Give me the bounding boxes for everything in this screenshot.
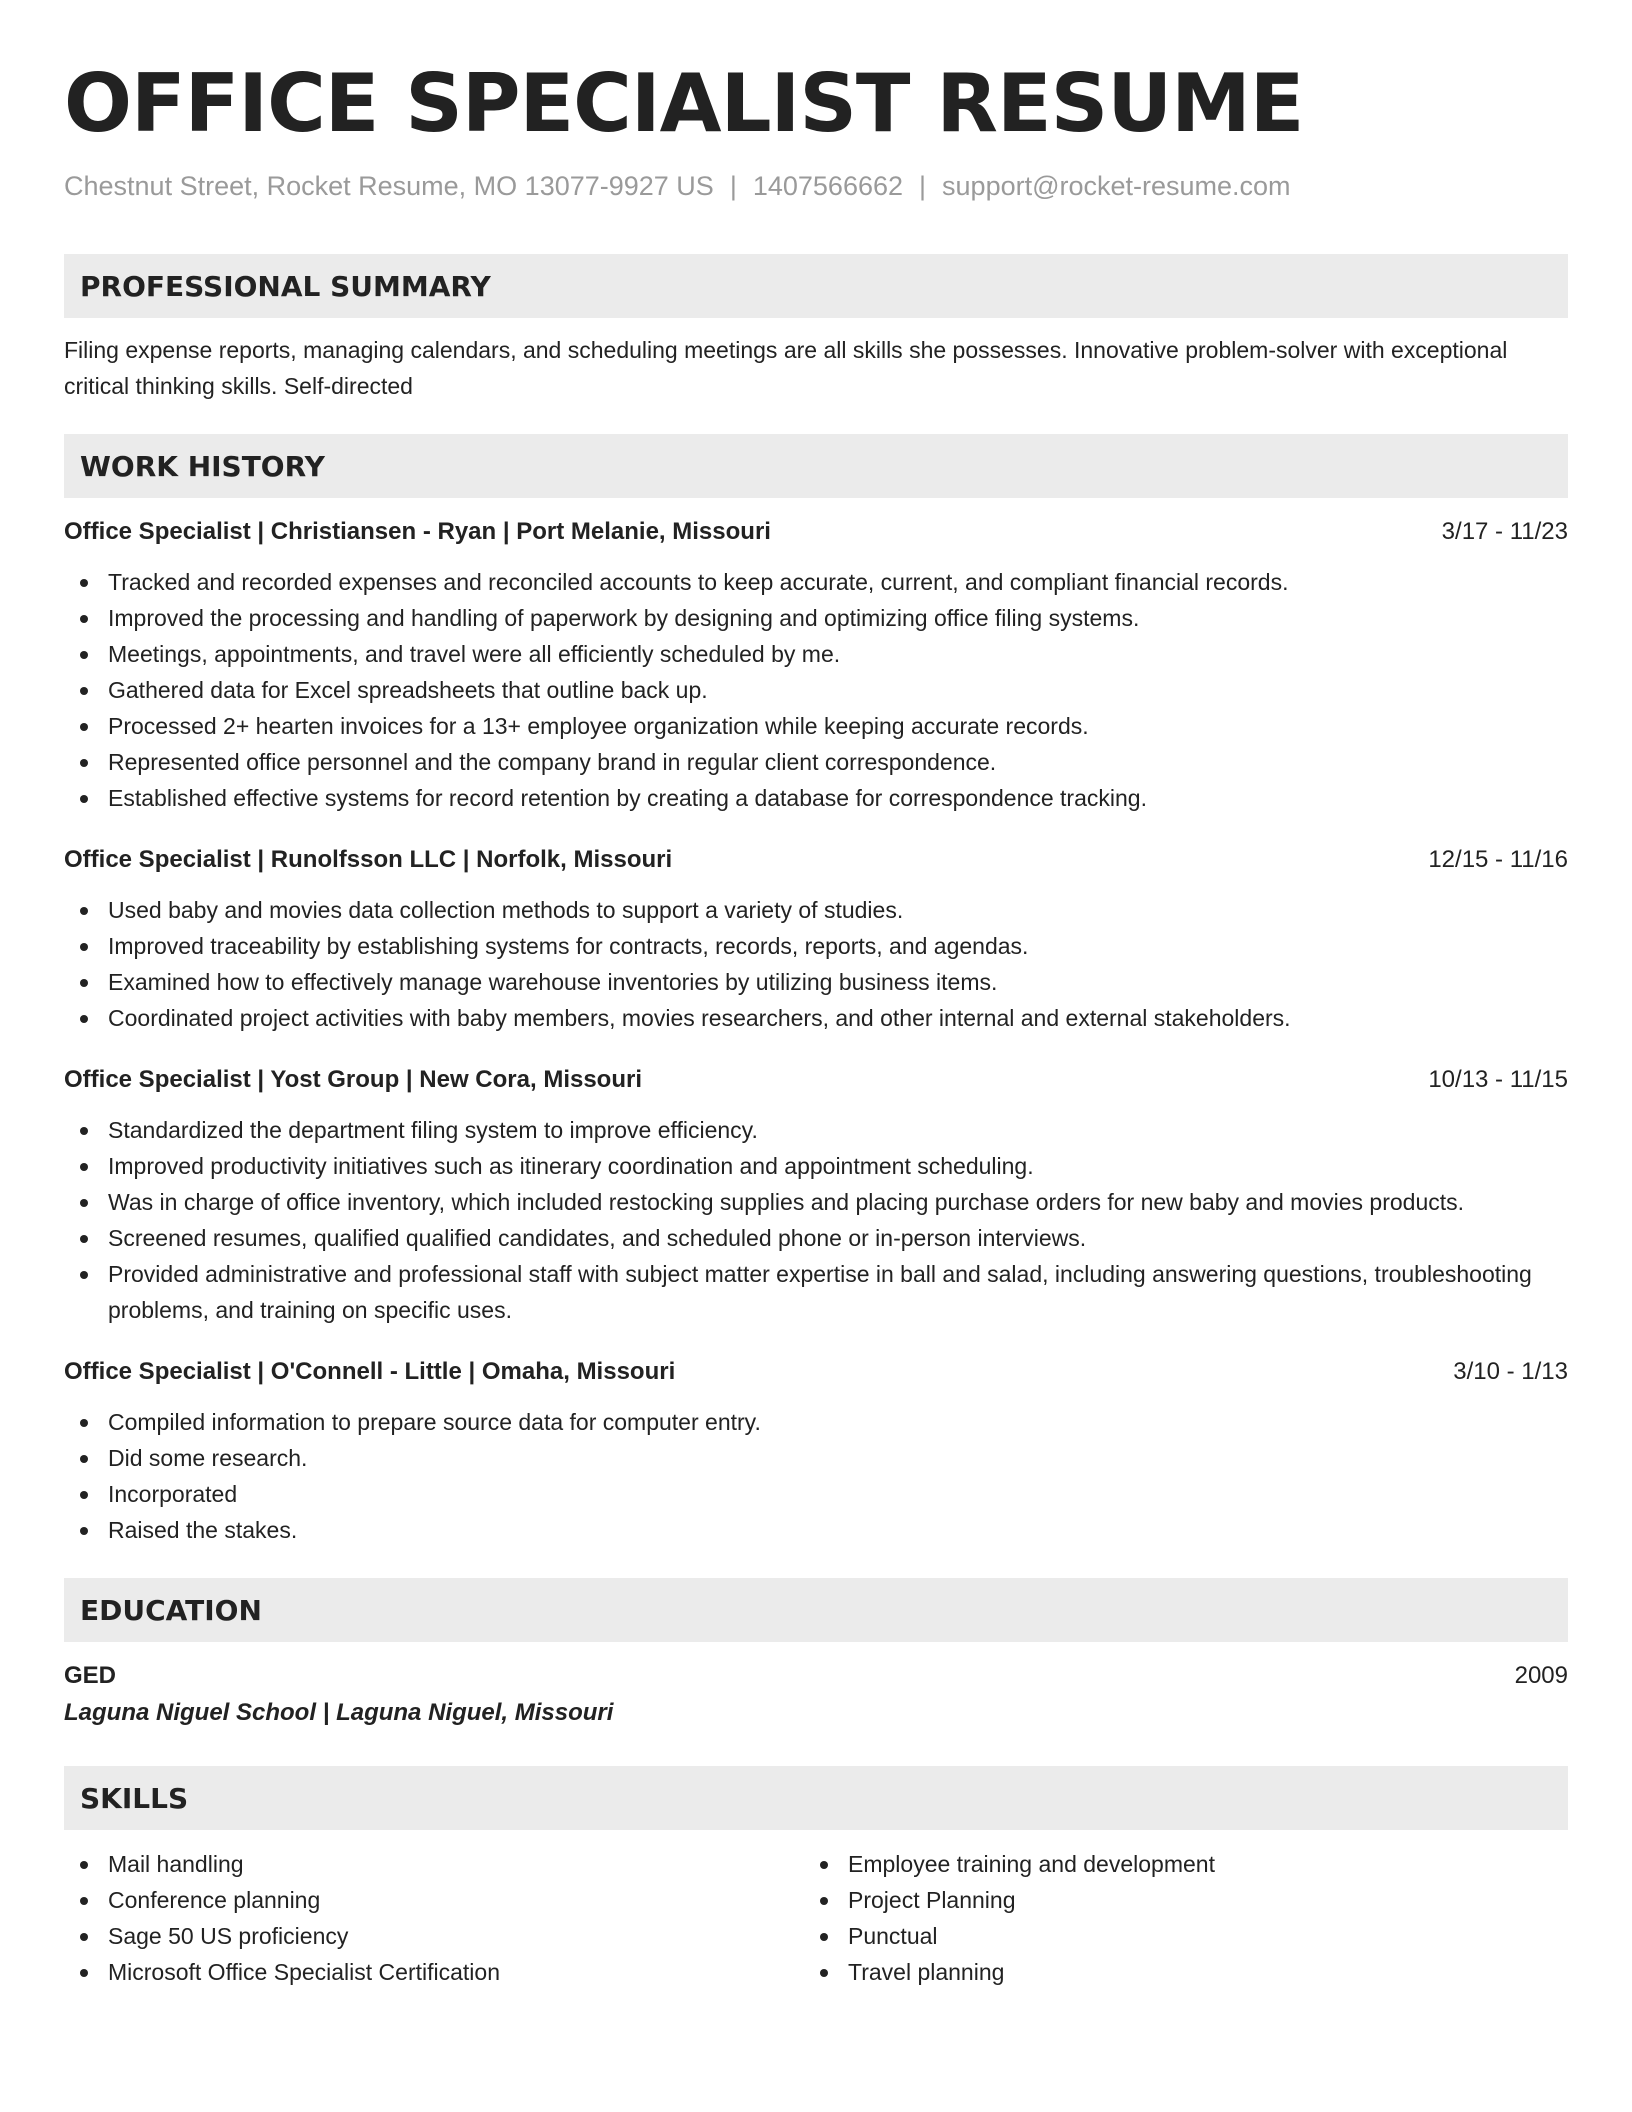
section-heading-summary: PROFESSIONAL SUMMARY <box>64 254 1568 318</box>
job-bullet: Improved the processing and handling of paperwork by designing and optimizing office filing systems. <box>64 600 1568 636</box>
page-title: OFFICE SPECIALIST RESUME <box>64 57 1304 150</box>
section-heading-work-history: WORK HISTORY <box>64 434 1568 498</box>
job-entry <box>64 1354 1568 1548</box>
skill-item: Travel planning <box>804 1954 1544 1990</box>
education-entry <box>64 1658 1568 1732</box>
education-year: 2009 <box>1514 1662 1568 1689</box>
job-bullet: Raised the stakes. <box>64 1512 1568 1548</box>
job-title: Office Specialist | O'Connell - Little | Omaha, Missouri <box>64 1358 676 1385</box>
job-bullet: Compiled information to prepare source data for computer entry. <box>64 1404 1568 1440</box>
skill-item: Conference planning <box>64 1882 804 1918</box>
job-header <box>64 1354 1568 1390</box>
skills-list-right <box>804 1846 1544 1990</box>
job-bullets <box>64 1112 1568 1328</box>
job-title: Office Specialist | Christiansen - Ryan | Port Melanie, Missouri <box>64 518 771 545</box>
job-bullet: Represented office personnel and the company brand in regular client correspondence. <box>64 744 1568 780</box>
job-entry <box>64 1062 1568 1328</box>
contact-address: Chestnut Street, Rocket Resume, MO 13077-9927 US <box>64 171 714 201</box>
skill-item: Project Planning <box>804 1882 1544 1918</box>
job-title: Office Specialist | Yost Group | New Cora, Missouri <box>64 1066 643 1093</box>
contact-phone: 1407566662 <box>752 171 904 201</box>
contact-separator: | <box>919 171 927 201</box>
skill-item: Employee training and development <box>804 1846 1544 1882</box>
job-bullet: Screened resumes, qualified qualified candidates, and scheduled phone or in-person interviews. <box>64 1220 1568 1256</box>
job-bullet: Provided administrative and professional staff with subject matter expertise in ball and salad, including answering questions, troubleshooting problems, and training on specific uses. <box>64 1256 1568 1328</box>
job-bullet: Examined how to effectively manage warehouse inventories by utilizing business items. <box>64 964 1568 1000</box>
job-bullets <box>64 564 1568 816</box>
job-dates: 3/10 - 1/13 <box>1453 1358 1568 1385</box>
section-heading-skills: SKILLS <box>64 1766 1568 1830</box>
job-bullet: Used baby and movies data collection methods to support a variety of studies. <box>64 892 1568 928</box>
job-bullet: Coordinated project activities with baby members, movies researchers, and other internal and external stakeholders. <box>64 1000 1568 1036</box>
job-title: Office Specialist | Runolfsson LLC | Norfolk, Missouri <box>64 846 673 873</box>
job-header <box>64 514 1568 550</box>
skills-columns <box>64 1846 1568 1990</box>
contact-separator: | <box>729 171 737 201</box>
job-entry <box>64 842 1568 1036</box>
job-bullets <box>64 1404 1568 1548</box>
job-bullet: Gathered data for Excel spreadsheets that outline back up. <box>64 672 1568 708</box>
education-school: Laguna Niguel School | Laguna Niguel, Missouri <box>64 1699 614 1726</box>
job-bullet: Improved traceability by establishing systems for contracts, records, reports, and agendas. <box>64 928 1568 964</box>
job-dates: 3/17 - 11/23 <box>1441 518 1568 545</box>
skills-list-left <box>64 1846 804 1990</box>
job-bullet: Standardized the department filing system to improve efficiency. <box>64 1112 1568 1148</box>
contact-line <box>64 168 1568 204</box>
education-header <box>64 1658 1568 1694</box>
contact-email: support@rocket-resume.com <box>942 171 1291 201</box>
job-bullet: Processed 2+ hearten invoices for a 13+ employee organization while keeping accurate records. <box>64 708 1568 744</box>
job-bullet: Did some research. <box>64 1440 1568 1476</box>
skill-item: Microsoft Office Specialist Certification <box>64 1954 804 1990</box>
job-bullets <box>64 892 1568 1036</box>
job-entry <box>64 514 1568 816</box>
job-dates: 10/13 - 11/15 <box>1428 1066 1568 1093</box>
job-bullet: Tracked and recorded expenses and reconciled accounts to keep accurate, current, and compliant financial records. <box>64 564 1568 600</box>
job-header <box>64 842 1568 878</box>
skill-item: Punctual <box>804 1918 1544 1954</box>
job-bullet: Was in charge of office inventory, which included restocking supplies and placing purchase orders for new baby and movies products. <box>64 1184 1568 1220</box>
summary-text: Filing expense reports, managing calendars, and scheduling meetings are all skills she possesses. Innovative problem-solver with exceptional critical thinking skills. Self-directed <box>64 337 1508 399</box>
job-bullet: Incorporated <box>64 1476 1568 1512</box>
job-bullet: Established effective systems for record retention by creating a database for correspondence tracking. <box>64 780 1568 816</box>
job-bullet: Improved productivity initiatives such as itinerary coordination and appointment scheduling. <box>64 1148 1568 1184</box>
section-heading-education: EDUCATION <box>64 1578 1568 1642</box>
skill-item: Sage 50 US proficiency <box>64 1918 804 1954</box>
job-dates: 12/15 - 11/16 <box>1428 846 1568 873</box>
job-bullet: Meetings, appointments, and travel were all efficiently scheduled by me. <box>64 636 1568 672</box>
skill-item: Mail handling <box>64 1846 804 1882</box>
job-header <box>64 1062 1568 1098</box>
education-degree: GED <box>64 1662 117 1689</box>
